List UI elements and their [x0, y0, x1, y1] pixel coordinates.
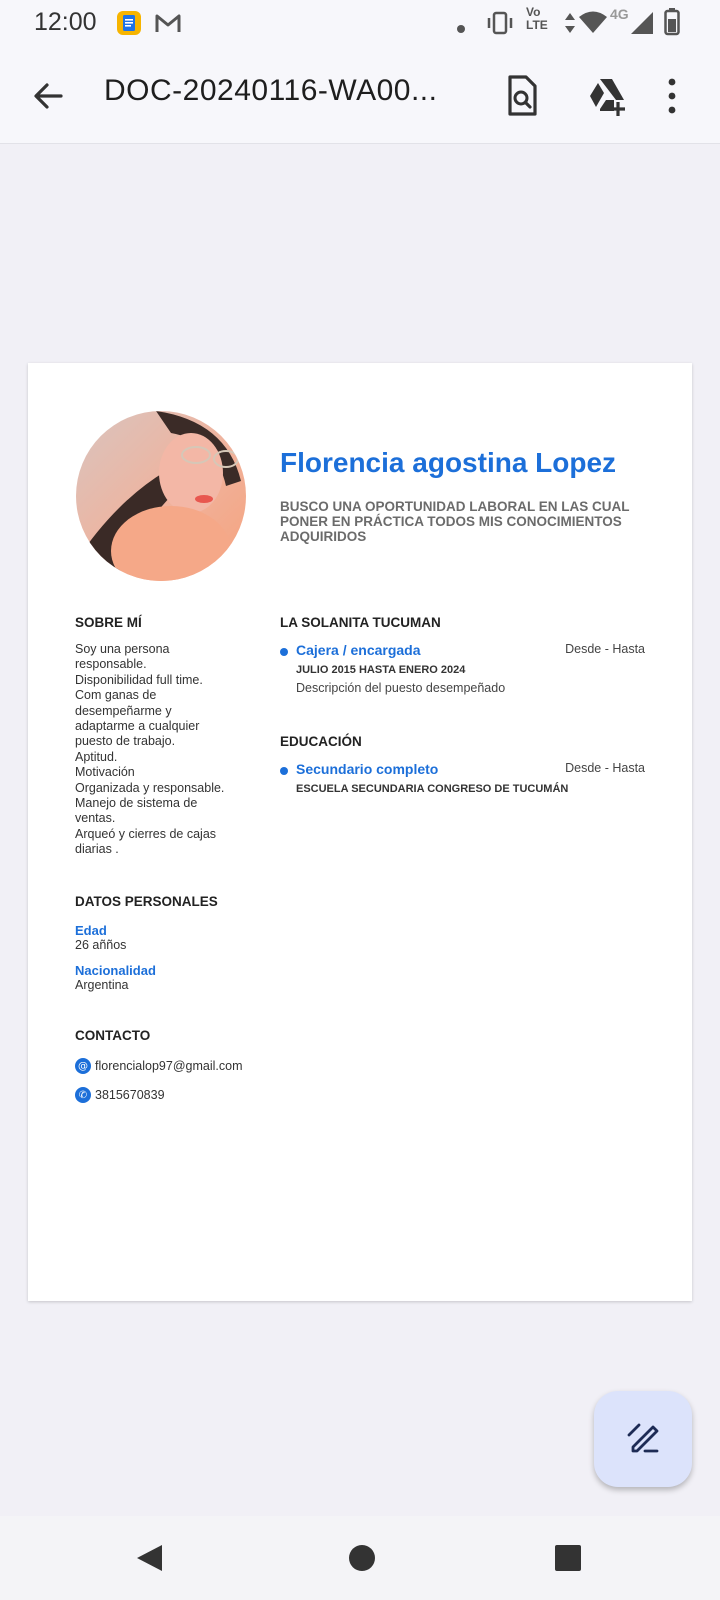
- experience-description: Descripción del puesto desempeñado: [296, 681, 506, 695]
- about-text: Soy una persona responsable. Disponibilidad full time. Com ganas de desempeñarme y adaptarme a cualquier puesto de trabajo. Aptitud. Motivación Organizada y responsable. Manejo de sistema de ventas. Arqueó y cierres de cajas diarias .: [75, 642, 225, 857]
- contact-heading: CONTACTO: [75, 1028, 151, 1043]
- contact-email-row: [75, 1057, 242, 1075]
- nav-home-icon[interactable]: [346, 1542, 378, 1574]
- edit-pen-icon: [623, 1417, 663, 1461]
- edit-fab-button[interactable]: [594, 1391, 692, 1487]
- wifi-icon: [578, 10, 608, 38]
- volte-icon: [526, 6, 558, 32]
- education-heading: EDUCACIÓN: [280, 734, 362, 749]
- contact-phone-row: [75, 1086, 165, 1104]
- age-label: Edad: [75, 923, 107, 938]
- experience-period: JULIO 2015 HASTA ENERO 2024: [296, 664, 466, 676]
- find-in-document-icon[interactable]: [502, 74, 546, 118]
- experience-title: Cajera / encargada: [296, 642, 421, 658]
- age-value: 26 añños: [75, 938, 127, 952]
- experience-dates: Desde - Hasta: [565, 642, 645, 656]
- navigation-bar: [0, 1516, 720, 1600]
- document-page: [28, 363, 692, 1301]
- gmail-icon: [154, 12, 182, 38]
- nationality-label: Nacionalidad: [75, 963, 156, 978]
- more-options-icon[interactable]: [660, 74, 684, 118]
- phone-icon: ✆: [75, 1087, 91, 1103]
- contact-phone: 3815670839: [95, 1088, 165, 1102]
- document-title: DOC-20240116-WA00...: [104, 74, 438, 107]
- back-arrow-icon[interactable]: [28, 76, 68, 116]
- experience-heading: LA SOLANITA TUCUMAN: [280, 615, 441, 630]
- about-heading: SOBRE MÍ: [75, 615, 142, 630]
- dot-icon: [456, 19, 466, 38]
- docs-notification-icon: [116, 10, 142, 40]
- network-label: 4G: [610, 6, 629, 22]
- education-title: Secundario completo: [296, 761, 439, 777]
- nav-recents-icon[interactable]: [552, 1542, 584, 1574]
- app-bar: [0, 48, 720, 144]
- signal-4g-icon: [630, 11, 654, 39]
- volte-label-bottom: LTE: [526, 18, 548, 32]
- education-school: ESCUELA SECUNDARIA CONGRESO DE TUCUMÁN: [296, 783, 569, 795]
- personal-data-heading: DATOS PERSONALES: [75, 894, 218, 909]
- volte-label-top: Vo: [526, 5, 541, 19]
- profile-photo: [76, 411, 246, 581]
- data-arrows-icon: [564, 12, 576, 38]
- add-to-drive-icon[interactable]: [586, 74, 630, 118]
- status-time: 12:00: [34, 8, 97, 36]
- status-bar: [0, 0, 720, 48]
- nav-back-icon[interactable]: [134, 1542, 166, 1574]
- education-dates: Desde - Hasta: [565, 761, 645, 775]
- vibrate-icon: [486, 10, 514, 40]
- experience-bullet: [280, 648, 288, 656]
- nationality-value: Argentina: [75, 978, 129, 992]
- contact-email: florencialop97@gmail.com: [95, 1059, 243, 1073]
- battery-icon: [664, 8, 680, 40]
- resume-objective: BUSCO UNA OPORTUNIDAD LABORAL EN LAS CUAL PONER EN PRÁCTICA TODOS MIS CONOCIMIENTOS ADQUIRIDOS: [280, 499, 630, 544]
- resume-name: Florencia agostina Lopez: [280, 447, 617, 478]
- education-bullet: [280, 767, 288, 775]
- email-icon: @: [75, 1058, 91, 1074]
